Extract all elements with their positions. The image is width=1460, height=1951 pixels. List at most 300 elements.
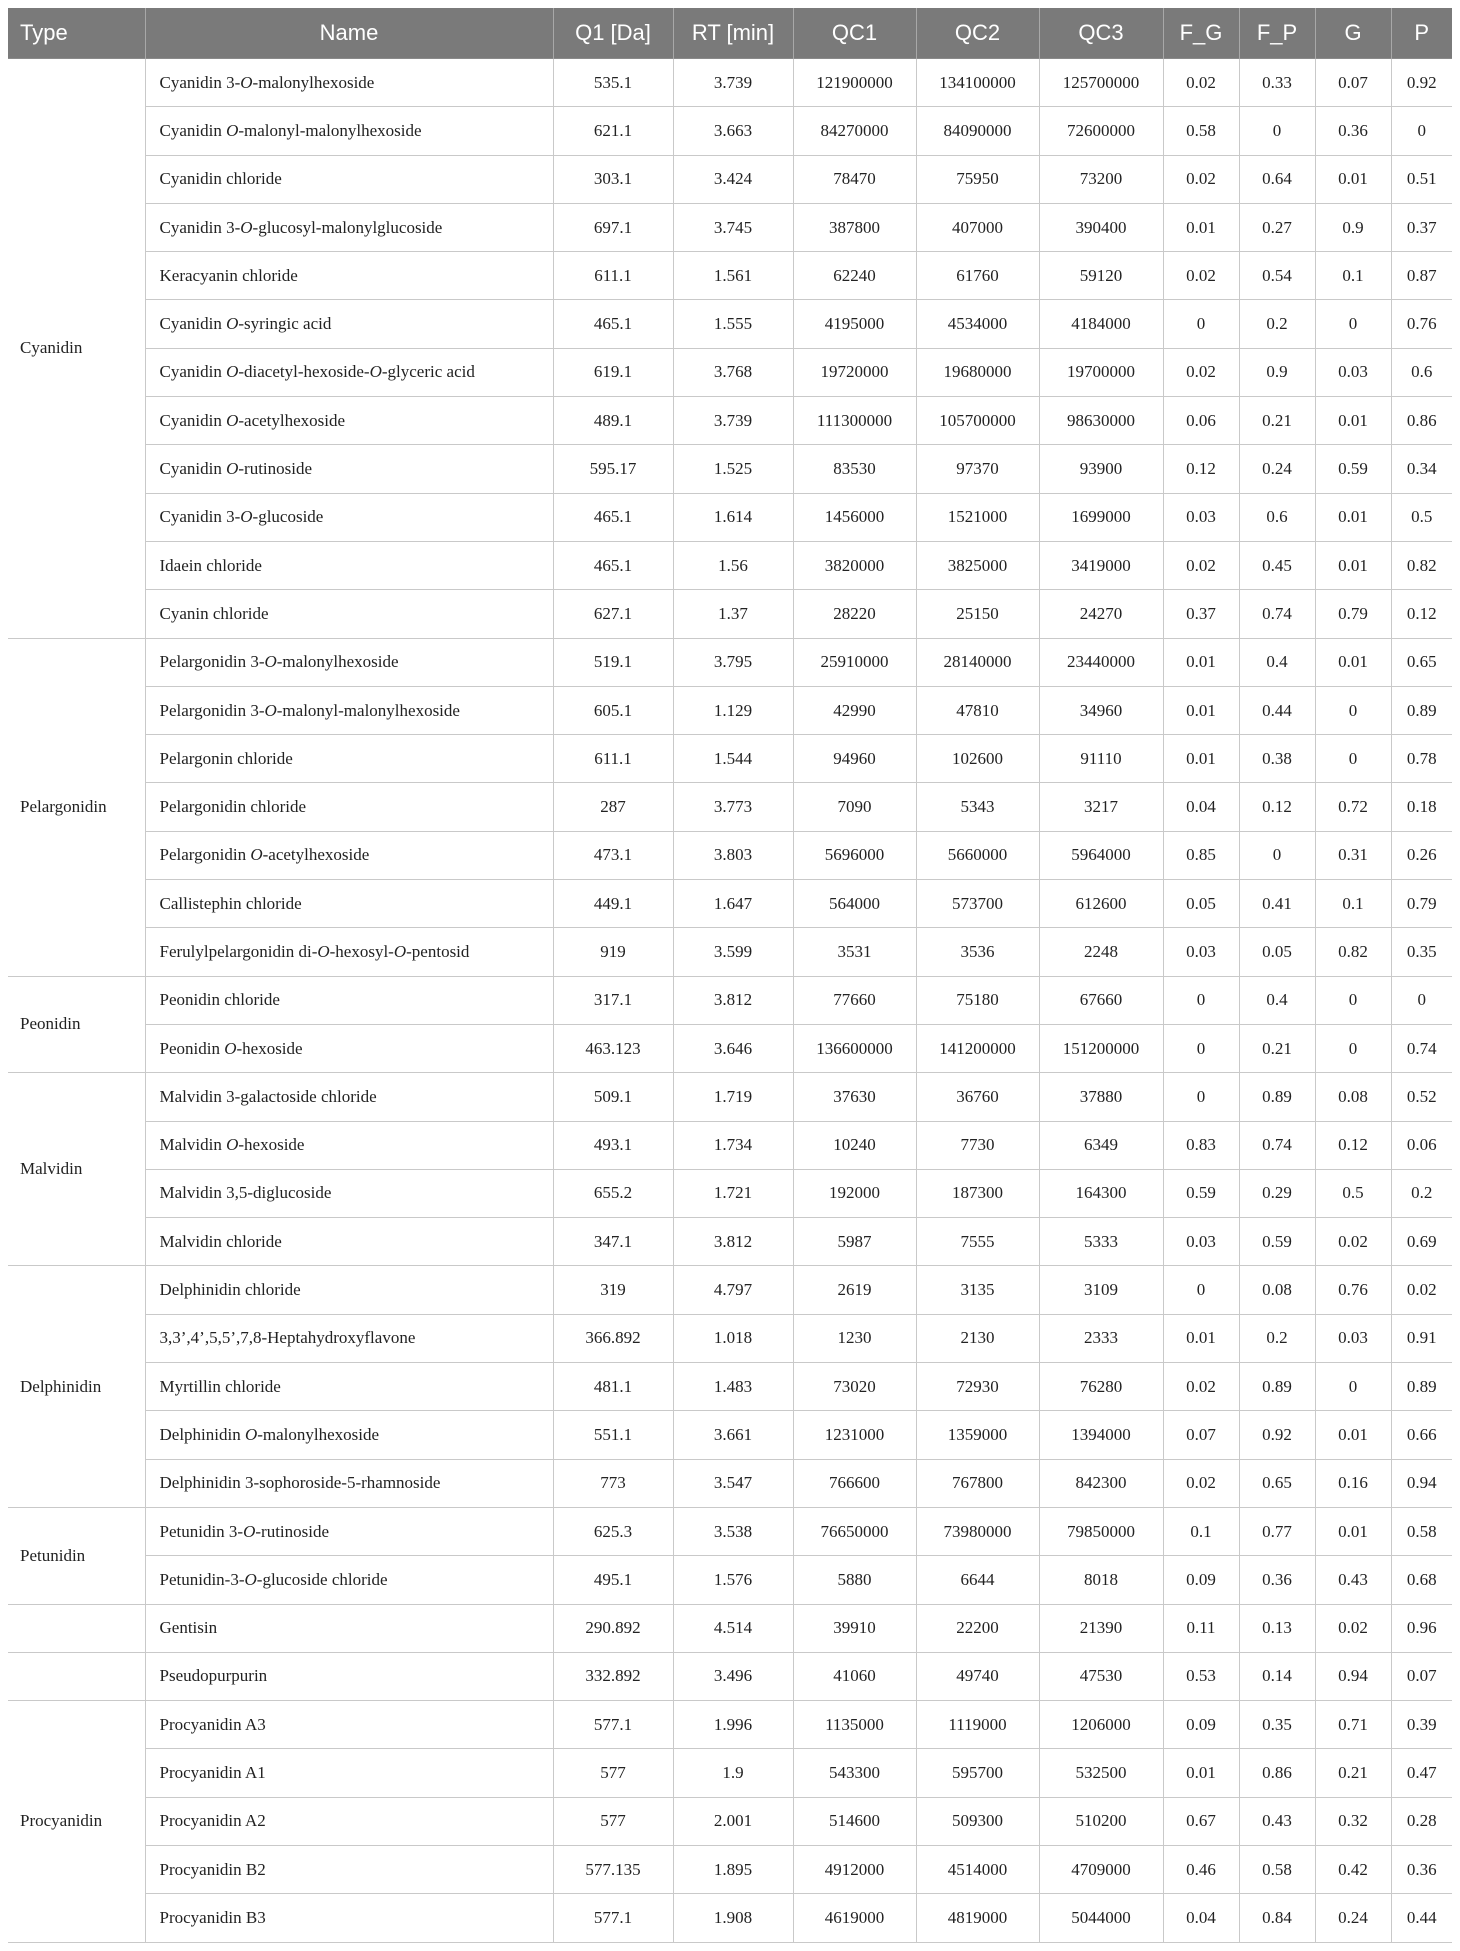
name-segment: Ferulylpelargonidin di- — [159, 941, 318, 961]
q1-cell: 621.1 — [553, 107, 673, 155]
name-segment: -pentosid — [406, 941, 470, 961]
rt-cell: 4.797 — [673, 1266, 793, 1314]
header-f-p: F_P — [1239, 8, 1315, 59]
rt-cell: 1.721 — [673, 1169, 793, 1217]
qc3-cell: 59120 — [1039, 252, 1163, 300]
rt-cell: 3.812 — [673, 1218, 793, 1266]
table-row — [8, 300, 1452, 348]
qc1-cell: 514600 — [793, 1797, 916, 1845]
name-italic-segment: O — [226, 362, 239, 382]
qc3-cell: 47530 — [1039, 1652, 1163, 1700]
q1-cell: 303.1 — [553, 155, 673, 203]
header-qc2: QC2 — [916, 8, 1039, 59]
qc1-cell: 564000 — [793, 880, 916, 928]
qc2-cell: 3825000 — [916, 541, 1039, 589]
f-p-cell: 0.92 — [1239, 1411, 1315, 1459]
compound-name-cell — [145, 1507, 553, 1555]
f-g-cell: 0.07 — [1163, 1411, 1239, 1459]
type-cell — [8, 1652, 145, 1700]
f-p-cell: 0.6 — [1239, 493, 1315, 541]
g-cell: 0.94 — [1315, 1652, 1391, 1700]
f-p-cell: 0.84 — [1239, 1894, 1315, 1942]
qc1-cell: 83530 — [793, 445, 916, 493]
compound-name-cell — [145, 1459, 553, 1507]
qc1-cell: 387800 — [793, 203, 916, 251]
qc2-cell: 1359000 — [916, 1411, 1039, 1459]
name-segment: Callistephin chloride — [159, 893, 302, 913]
g-cell: 0.03 — [1315, 1314, 1391, 1362]
compound-name-cell — [145, 1749, 553, 1797]
type-cell — [8, 1604, 145, 1652]
rt-cell: 3.661 — [673, 1411, 793, 1459]
rt-cell: 3.739 — [673, 59, 793, 107]
q1-cell: 611.1 — [553, 252, 673, 300]
qc1-cell: 62240 — [793, 252, 916, 300]
qc3-cell: 76280 — [1039, 1363, 1163, 1411]
qc2-cell: 19680000 — [916, 348, 1039, 396]
compound-name-cell — [145, 1363, 553, 1411]
table-row — [8, 445, 1452, 493]
p-cell: 0.36 — [1391, 1845, 1452, 1893]
g-cell: 0.01 — [1315, 541, 1391, 589]
p-cell: 0.92 — [1391, 59, 1452, 107]
f-p-cell: 0.41 — [1239, 880, 1315, 928]
rt-cell: 3.547 — [673, 1459, 793, 1507]
f-p-cell: 0.21 — [1239, 1024, 1315, 1072]
p-cell: 0.47 — [1391, 1749, 1452, 1797]
table-row — [8, 976, 1452, 1024]
p-cell: 0.51 — [1391, 155, 1452, 203]
compound-name-cell — [145, 107, 553, 155]
compound-name-cell — [145, 976, 553, 1024]
rt-cell: 3.773 — [673, 783, 793, 831]
rt-cell: 1.561 — [673, 252, 793, 300]
qc2-cell: 7730 — [916, 1121, 1039, 1169]
f-g-cell: 0.53 — [1163, 1652, 1239, 1700]
qc3-cell: 164300 — [1039, 1169, 1163, 1217]
p-cell: 0.78 — [1391, 735, 1452, 783]
qc3-cell: 842300 — [1039, 1459, 1163, 1507]
qc2-cell: 141200000 — [916, 1024, 1039, 1072]
g-cell: 0.9 — [1315, 203, 1391, 251]
name-segment: Petunidin-3- — [159, 1569, 245, 1589]
f-p-cell: 0.45 — [1239, 541, 1315, 589]
g-cell: 0.16 — [1315, 1459, 1391, 1507]
compound-name-cell — [145, 155, 553, 203]
f-g-cell: 0 — [1163, 976, 1239, 1024]
compound-name-cell — [145, 541, 553, 589]
q1-cell: 465.1 — [553, 300, 673, 348]
p-cell: 0.91 — [1391, 1314, 1452, 1362]
name-segment: Malvidin — [159, 1135, 227, 1155]
qc1-cell: 5987 — [793, 1218, 916, 1266]
qc2-cell: 3536 — [916, 928, 1039, 976]
qc2-cell: 6644 — [916, 1556, 1039, 1604]
qc1-cell: 41060 — [793, 1652, 916, 1700]
type-cell: Procyanidin — [8, 1701, 145, 1942]
qc1-cell: 73020 — [793, 1363, 916, 1411]
qc3-cell: 24270 — [1039, 590, 1163, 638]
qc1-cell: 78470 — [793, 155, 916, 203]
g-cell: 0.32 — [1315, 1797, 1391, 1845]
q1-cell: 577.1 — [553, 1701, 673, 1749]
qc2-cell: 5660000 — [916, 831, 1039, 879]
rt-cell: 3.745 — [673, 203, 793, 251]
table-row — [8, 1169, 1452, 1217]
table-row — [8, 1459, 1452, 1507]
qc2-cell: 75950 — [916, 155, 1039, 203]
p-cell: 0.89 — [1391, 1363, 1452, 1411]
p-cell: 0.82 — [1391, 541, 1452, 589]
name-segment: -glucoside chloride — [256, 1569, 388, 1589]
table-row — [8, 1652, 1452, 1700]
q1-cell: 625.3 — [553, 1507, 673, 1555]
compound-name-cell — [145, 1845, 553, 1893]
qc3-cell: 3419000 — [1039, 541, 1163, 589]
name-segment: Malvidin 3,5-diglucoside — [159, 1183, 332, 1203]
table-row — [8, 397, 1452, 445]
table-row — [8, 1073, 1452, 1121]
p-cell: 0.74 — [1391, 1024, 1452, 1072]
qc3-cell: 21390 — [1039, 1604, 1163, 1652]
compound-name-cell — [145, 1169, 553, 1217]
table-row — [8, 1845, 1452, 1893]
qc1-cell: 84270000 — [793, 107, 916, 155]
header-qc1: QC1 — [793, 8, 916, 59]
f-g-cell: 0.04 — [1163, 783, 1239, 831]
rt-cell: 3.646 — [673, 1024, 793, 1072]
f-p-cell: 0.89 — [1239, 1363, 1315, 1411]
g-cell: 0.01 — [1315, 1507, 1391, 1555]
name-segment: Petunidin 3- — [159, 1521, 244, 1541]
g-cell: 0.02 — [1315, 1604, 1391, 1652]
f-g-cell: 0.85 — [1163, 831, 1239, 879]
type-cell: Pelargonidin — [8, 638, 145, 976]
p-cell: 0.96 — [1391, 1604, 1452, 1652]
qc3-cell: 1699000 — [1039, 493, 1163, 541]
p-cell: 0.86 — [1391, 397, 1452, 445]
f-p-cell: 0.4 — [1239, 638, 1315, 686]
qc1-cell: 1230 — [793, 1314, 916, 1362]
compound-name-cell — [145, 1556, 553, 1604]
q1-cell: 493.1 — [553, 1121, 673, 1169]
name-segment: -malonylhexoside — [257, 1424, 380, 1444]
rt-cell: 2.001 — [673, 1797, 793, 1845]
qc3-cell: 3109 — [1039, 1266, 1163, 1314]
table-row — [8, 493, 1452, 541]
f-p-cell: 0.9 — [1239, 348, 1315, 396]
g-cell: 0 — [1315, 976, 1391, 1024]
f-g-cell: 0.02 — [1163, 348, 1239, 396]
q1-cell: 287 — [553, 783, 673, 831]
name-italic-segment: O — [393, 941, 407, 961]
f-g-cell: 0.1 — [1163, 1507, 1239, 1555]
qc2-cell: 105700000 — [916, 397, 1039, 445]
rt-cell: 1.647 — [673, 880, 793, 928]
f-g-cell: 0.37 — [1163, 590, 1239, 638]
p-cell: 0.28 — [1391, 1797, 1452, 1845]
name-italic-segment: O — [226, 459, 239, 479]
header-g: G — [1315, 8, 1391, 59]
rt-cell: 1.544 — [673, 735, 793, 783]
rt-cell: 1.895 — [673, 1845, 793, 1893]
f-p-cell: 0 — [1239, 831, 1315, 879]
compound-name-cell — [145, 445, 553, 493]
g-cell: 0 — [1315, 1363, 1391, 1411]
q1-cell: 366.892 — [553, 1314, 673, 1362]
p-cell: 0.69 — [1391, 1218, 1452, 1266]
name-segment: Cyanidin — [159, 459, 227, 479]
q1-cell: 347.1 — [553, 1218, 673, 1266]
name-segment: -rutinoside — [238, 459, 313, 479]
qc1-cell: 4195000 — [793, 300, 916, 348]
name-italic-segment: O — [244, 1569, 257, 1589]
table-row — [8, 348, 1452, 396]
qc1-cell: 28220 — [793, 590, 916, 638]
name-segment: -acetylhexoside — [262, 845, 370, 865]
g-cell: 0.01 — [1315, 155, 1391, 203]
name-segment: Malvidin 3-galactoside chloride — [159, 1086, 377, 1106]
qc1-cell: 7090 — [793, 783, 916, 831]
q1-cell: 481.1 — [553, 1363, 673, 1411]
q1-cell: 473.1 — [553, 831, 673, 879]
rt-cell: 1.483 — [673, 1363, 793, 1411]
compound-name-cell — [145, 880, 553, 928]
g-cell: 0.5 — [1315, 1169, 1391, 1217]
f-g-cell: 0.05 — [1163, 880, 1239, 928]
qc1-cell: 543300 — [793, 1749, 916, 1797]
qc1-cell: 121900000 — [793, 59, 916, 107]
g-cell: 0.02 — [1315, 1218, 1391, 1266]
rt-cell: 1.9 — [673, 1749, 793, 1797]
p-cell: 0.68 — [1391, 1556, 1452, 1604]
name-segment: -rutinoside — [255, 1521, 330, 1541]
table-body — [8, 59, 1452, 1943]
compound-name-cell — [145, 1894, 553, 1942]
p-cell: 0.6 — [1391, 348, 1452, 396]
rt-cell: 3.496 — [673, 1652, 793, 1700]
f-g-cell: 0 — [1163, 300, 1239, 348]
rt-cell: 1.37 — [673, 590, 793, 638]
p-cell: 0.39 — [1391, 1701, 1452, 1749]
qc1-cell: 4619000 — [793, 1894, 916, 1942]
qc1-cell: 5696000 — [793, 831, 916, 879]
qc2-cell: 595700 — [916, 1749, 1039, 1797]
table-row — [8, 686, 1452, 734]
p-cell: 0.06 — [1391, 1121, 1452, 1169]
compound-name-cell — [145, 203, 553, 251]
qc1-cell: 19720000 — [793, 348, 916, 396]
name-italic-segment: O — [224, 1038, 237, 1058]
type-cell: Malvidin — [8, 1073, 145, 1266]
header-q1: Q1 [Da] — [553, 8, 673, 59]
table-row — [8, 880, 1452, 928]
table-row — [8, 1218, 1452, 1266]
data-table — [8, 8, 1452, 1943]
f-p-cell: 0.24 — [1239, 445, 1315, 493]
type-cell: Petunidin — [8, 1507, 145, 1604]
f-g-cell: 0 — [1163, 1266, 1239, 1314]
f-p-cell: 0.27 — [1239, 203, 1315, 251]
rt-cell: 3.768 — [673, 348, 793, 396]
qc2-cell: 75180 — [916, 976, 1039, 1024]
compound-name-cell — [145, 783, 553, 831]
compound-name-cell — [145, 1652, 553, 1700]
qc2-cell: 72930 — [916, 1363, 1039, 1411]
q1-cell: 489.1 — [553, 397, 673, 445]
f-g-cell: 0.46 — [1163, 1845, 1239, 1893]
table-row — [8, 59, 1452, 107]
f-g-cell: 0.01 — [1163, 1314, 1239, 1362]
table-row — [8, 1363, 1452, 1411]
qc1-cell: 1135000 — [793, 1701, 916, 1749]
p-cell: 0.07 — [1391, 1652, 1452, 1700]
compound-name-cell — [145, 59, 553, 107]
table-row — [8, 252, 1452, 300]
q1-cell: 519.1 — [553, 638, 673, 686]
compound-name-cell — [145, 1121, 553, 1169]
f-p-cell: 0.13 — [1239, 1604, 1315, 1652]
qc3-cell: 532500 — [1039, 1749, 1163, 1797]
g-cell: 0 — [1315, 735, 1391, 783]
g-cell: 0.43 — [1315, 1556, 1391, 1604]
qc3-cell: 390400 — [1039, 203, 1163, 251]
name-italic-segment: O — [240, 72, 253, 92]
p-cell: 0.44 — [1391, 1894, 1452, 1942]
f-g-cell: 0.02 — [1163, 252, 1239, 300]
name-segment: Cyanin chloride — [159, 603, 269, 623]
qc3-cell: 93900 — [1039, 445, 1163, 493]
f-g-cell: 0.02 — [1163, 155, 1239, 203]
name-italic-segment: O — [369, 362, 382, 382]
f-p-cell: 0 — [1239, 107, 1315, 155]
f-g-cell: 0.03 — [1163, 1218, 1239, 1266]
q1-cell: 449.1 — [553, 880, 673, 928]
q1-cell: 332.892 — [553, 1652, 673, 1700]
g-cell: 0.21 — [1315, 1749, 1391, 1797]
rt-cell: 4.514 — [673, 1604, 793, 1652]
q1-cell: 627.1 — [553, 590, 673, 638]
compound-name-cell — [145, 831, 553, 879]
rt-cell: 1.614 — [673, 493, 793, 541]
qc2-cell: 47810 — [916, 686, 1039, 734]
qc1-cell: 111300000 — [793, 397, 916, 445]
g-cell: 0.79 — [1315, 590, 1391, 638]
rt-cell: 1.018 — [673, 1314, 793, 1362]
qc2-cell: 4819000 — [916, 1894, 1039, 1942]
q1-cell: 463.123 — [553, 1024, 673, 1072]
qc2-cell: 102600 — [916, 735, 1039, 783]
table-row — [8, 831, 1452, 879]
q1-cell: 619.1 — [553, 348, 673, 396]
q1-cell: 595.17 — [553, 445, 673, 493]
p-cell: 0.52 — [1391, 1073, 1452, 1121]
header-f-g: F_G — [1163, 8, 1239, 59]
table-row — [8, 1556, 1452, 1604]
f-p-cell: 0.2 — [1239, 300, 1315, 348]
qc2-cell: 767800 — [916, 1459, 1039, 1507]
g-cell: 0.01 — [1315, 397, 1391, 445]
name-italic-segment: O — [264, 700, 277, 720]
compound-name-cell — [145, 1266, 553, 1314]
q1-cell: 655.2 — [553, 1169, 673, 1217]
f-p-cell: 0.64 — [1239, 155, 1315, 203]
compound-name-cell — [145, 928, 553, 976]
name-segment: Procyanidin A3 — [159, 1714, 266, 1734]
g-cell: 0.01 — [1315, 1411, 1391, 1459]
g-cell: 0.76 — [1315, 1266, 1391, 1314]
rt-cell: 3.803 — [673, 831, 793, 879]
header-rt: RT [min] — [673, 8, 793, 59]
f-g-cell: 0.01 — [1163, 1749, 1239, 1797]
header-name: Name — [145, 8, 553, 59]
qc3-cell: 6349 — [1039, 1121, 1163, 1169]
name-segment: -hexoside — [238, 1135, 305, 1155]
f-p-cell: 0.21 — [1239, 397, 1315, 445]
f-g-cell: 0.11 — [1163, 1604, 1239, 1652]
compound-name-cell — [145, 686, 553, 734]
header-type: Type — [8, 8, 145, 59]
name-segment: Pseudopurpurin — [159, 1666, 268, 1686]
rt-cell: 1.576 — [673, 1556, 793, 1604]
table-row — [8, 203, 1452, 251]
qc1-cell: 4912000 — [793, 1845, 916, 1893]
table-row — [8, 107, 1452, 155]
qc3-cell: 8018 — [1039, 1556, 1163, 1604]
f-g-cell: 0.03 — [1163, 493, 1239, 541]
compound-name-cell — [145, 397, 553, 445]
qc2-cell: 49740 — [916, 1652, 1039, 1700]
g-cell: 0.71 — [1315, 1701, 1391, 1749]
name-italic-segment: O — [240, 217, 253, 237]
qc3-cell: 612600 — [1039, 880, 1163, 928]
table-row — [8, 1604, 1452, 1652]
g-cell: 0.12 — [1315, 1121, 1391, 1169]
qc1-cell: 10240 — [793, 1121, 916, 1169]
q1-cell: 509.1 — [553, 1073, 673, 1121]
table-row — [8, 1024, 1452, 1072]
f-g-cell: 0.02 — [1163, 59, 1239, 107]
qc3-cell: 2333 — [1039, 1314, 1163, 1362]
table-row — [8, 1507, 1452, 1555]
table-row — [8, 541, 1452, 589]
g-cell: 0.31 — [1315, 831, 1391, 879]
qc1-cell: 39910 — [793, 1604, 916, 1652]
compound-name-cell — [145, 493, 553, 541]
name-segment: Peonidin chloride — [159, 990, 280, 1010]
q1-cell: 611.1 — [553, 735, 673, 783]
g-cell: 0.72 — [1315, 783, 1391, 831]
name-segment: -malonyl-malonylhexoside — [238, 120, 422, 140]
compound-name-cell — [145, 1797, 553, 1845]
f-g-cell: 0 — [1163, 1024, 1239, 1072]
table-row — [8, 1411, 1452, 1459]
qc1-cell: 136600000 — [793, 1024, 916, 1072]
table-row — [8, 155, 1452, 203]
compound-name-cell — [145, 1701, 553, 1749]
table-row — [8, 783, 1452, 831]
qc1-cell: 77660 — [793, 976, 916, 1024]
f-g-cell: 0.01 — [1163, 686, 1239, 734]
f-g-cell: 0.67 — [1163, 1797, 1239, 1845]
qc2-cell: 61760 — [916, 252, 1039, 300]
f-p-cell: 0.86 — [1239, 1749, 1315, 1797]
name-italic-segment: O — [243, 1521, 256, 1541]
qc3-cell: 3217 — [1039, 783, 1163, 831]
name-segment: Pelargonidin 3- — [159, 700, 265, 720]
table-row — [8, 928, 1452, 976]
table-row — [8, 1894, 1452, 1942]
